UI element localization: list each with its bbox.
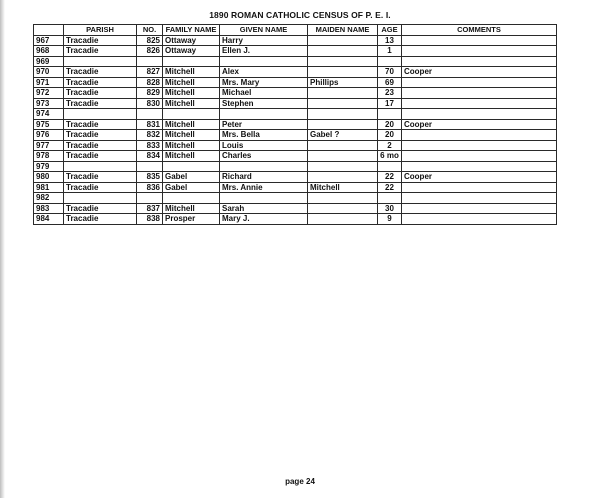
cell-age: 70	[378, 67, 402, 78]
cell-given-name	[220, 56, 308, 67]
cell-maiden-name	[308, 203, 378, 214]
cell-household-number: 829	[137, 88, 163, 99]
cell-family-name: Ottaway	[163, 46, 220, 57]
cell-line-number: 980	[34, 172, 64, 183]
cell-age: 22	[378, 182, 402, 193]
cell-age: 1	[378, 46, 402, 57]
cell-given-name: Peter	[220, 119, 308, 130]
cell-given-name: Sarah	[220, 203, 308, 214]
cell-maiden-name	[308, 119, 378, 130]
table-row	[34, 203, 557, 214]
cell-line-number: 978	[34, 151, 64, 162]
cell-given-name: Louis	[220, 140, 308, 151]
table-row	[34, 98, 557, 109]
cell-family-name: Mitchell	[163, 151, 220, 162]
table-row	[34, 35, 557, 46]
header-given-name: GIVEN NAME	[220, 25, 308, 36]
cell-comments	[402, 88, 557, 99]
cell-comments	[402, 140, 557, 151]
cell-given-name: Charles	[220, 151, 308, 162]
header-parish: PARISH	[64, 25, 137, 36]
cell-line-number: 984	[34, 214, 64, 225]
table-row	[34, 140, 557, 151]
cell-parish	[64, 56, 137, 67]
cell-given-name: Harry	[220, 35, 308, 46]
cell-household-number: 838	[137, 214, 163, 225]
cell-age: 20	[378, 119, 402, 130]
cell-household-number	[137, 109, 163, 120]
cell-maiden-name: Phillips	[308, 77, 378, 88]
cell-household-number: 837	[137, 203, 163, 214]
cell-parish: Tracadie	[64, 88, 137, 99]
cell-comments	[402, 98, 557, 109]
header-age: AGE	[378, 25, 402, 36]
cell-household-number: 825	[137, 35, 163, 46]
cell-household-number: 833	[137, 140, 163, 151]
cell-parish: Tracadie	[64, 203, 137, 214]
cell-line-number: 973	[34, 98, 64, 109]
cell-maiden-name: Gabel ?	[308, 130, 378, 141]
cell-parish: Tracadie	[64, 77, 137, 88]
cell-family-name: Mitchell	[163, 77, 220, 88]
cell-given-name	[220, 193, 308, 204]
table-row	[34, 151, 557, 162]
cell-household-number: 831	[137, 119, 163, 130]
cell-maiden-name	[308, 56, 378, 67]
cell-age: 13	[378, 35, 402, 46]
cell-comments	[402, 35, 557, 46]
table-row	[34, 119, 557, 130]
cell-family-name: Mitchell	[163, 203, 220, 214]
cell-family-name: Prosper	[163, 214, 220, 225]
header-row	[34, 25, 557, 36]
cell-household-number: 832	[137, 130, 163, 141]
cell-line-number: 967	[34, 35, 64, 46]
census-body	[34, 35, 557, 224]
cell-household-number: 826	[137, 46, 163, 57]
cell-given-name: Stephen	[220, 98, 308, 109]
cell-maiden-name	[308, 88, 378, 99]
cell-maiden-name	[308, 46, 378, 57]
cell-comments	[402, 203, 557, 214]
table-row	[34, 182, 557, 193]
cell-family-name: Mitchell	[163, 88, 220, 99]
cell-parish: Tracadie	[64, 182, 137, 193]
table-row	[34, 56, 557, 67]
cell-family-name	[163, 161, 220, 172]
cell-parish: Tracadie	[64, 172, 137, 183]
cell-family-name: Mitchell	[163, 67, 220, 78]
table-row	[34, 109, 557, 120]
cell-comments	[402, 161, 557, 172]
cell-given-name	[220, 161, 308, 172]
cell-comments	[402, 109, 557, 120]
cell-line-number: 968	[34, 46, 64, 57]
cell-age: 69	[378, 77, 402, 88]
cell-family-name: Gabel	[163, 172, 220, 183]
cell-maiden-name	[308, 35, 378, 46]
cell-parish: Tracadie	[64, 151, 137, 162]
page-number: page 24	[285, 477, 315, 486]
header-no: NO.	[137, 25, 163, 36]
cell-maiden-name	[308, 161, 378, 172]
table-row	[34, 193, 557, 204]
table-row	[34, 161, 557, 172]
cell-household-number: 830	[137, 98, 163, 109]
table-row	[34, 77, 557, 88]
cell-household-number: 827	[137, 67, 163, 78]
cell-given-name: Michael	[220, 88, 308, 99]
cell-age: 2	[378, 140, 402, 151]
cell-line-number: 974	[34, 109, 64, 120]
cell-comments	[402, 151, 557, 162]
cell-family-name: Gabel	[163, 182, 220, 193]
cell-given-name: Ellen J.	[220, 46, 308, 57]
cell-given-name: Mrs. Annie	[220, 182, 308, 193]
cell-line-number: 975	[34, 119, 64, 130]
cell-parish: Tracadie	[64, 140, 137, 151]
cell-maiden-name	[308, 214, 378, 225]
cell-age: 30	[378, 203, 402, 214]
cell-household-number: 828	[137, 77, 163, 88]
cell-age	[378, 161, 402, 172]
cell-family-name: Mitchell	[163, 130, 220, 141]
census-table	[33, 24, 557, 225]
cell-household-number: 836	[137, 182, 163, 193]
cell-comments	[402, 56, 557, 67]
header-num	[34, 25, 64, 36]
cell-household-number: 835	[137, 172, 163, 183]
cell-family-name: Mitchell	[163, 119, 220, 130]
cell-maiden-name	[308, 193, 378, 204]
cell-household-number: 834	[137, 151, 163, 162]
cell-age: 17	[378, 98, 402, 109]
header-maiden-name: MAIDEN NAME	[308, 25, 378, 36]
cell-comments	[402, 182, 557, 193]
cell-family-name: Mitchell	[163, 140, 220, 151]
cell-family-name: Mitchell	[163, 98, 220, 109]
cell-parish: Tracadie	[64, 119, 137, 130]
cell-comments	[402, 46, 557, 57]
cell-parish	[64, 161, 137, 172]
cell-parish: Tracadie	[64, 35, 137, 46]
cell-age: 20	[378, 130, 402, 141]
cell-maiden-name	[308, 98, 378, 109]
cell-age	[378, 109, 402, 120]
page-edge-shadow	[0, 0, 5, 498]
cell-age	[378, 56, 402, 67]
cell-parish: Tracadie	[64, 46, 137, 57]
cell-line-number: 979	[34, 161, 64, 172]
cell-age	[378, 193, 402, 204]
cell-maiden-name	[308, 67, 378, 78]
cell-given-name: Mary J.	[220, 214, 308, 225]
cell-comments: Cooper	[402, 119, 557, 130]
cell-family-name: Ottaway	[163, 35, 220, 46]
cell-age: 22	[378, 172, 402, 183]
cell-line-number: 981	[34, 182, 64, 193]
table-row	[34, 88, 557, 99]
cell-family-name	[163, 56, 220, 67]
cell-family-name	[163, 193, 220, 204]
cell-maiden-name	[308, 151, 378, 162]
cell-comments	[402, 130, 557, 141]
table-row	[34, 172, 557, 183]
cell-given-name: Mrs. Bella	[220, 130, 308, 141]
cell-comments	[402, 214, 557, 225]
table-row	[34, 46, 557, 57]
cell-parish	[64, 193, 137, 204]
cell-line-number: 970	[34, 67, 64, 78]
header-comments: COMMENTS	[402, 25, 557, 36]
cell-line-number: 969	[34, 56, 64, 67]
cell-parish: Tracadie	[64, 67, 137, 78]
cell-line-number: 982	[34, 193, 64, 204]
cell-age: 23	[378, 88, 402, 99]
cell-age: 6 mo	[378, 151, 402, 162]
cell-given-name: Mrs. Mary	[220, 77, 308, 88]
cell-comments: Cooper	[402, 67, 557, 78]
cell-maiden-name	[308, 172, 378, 183]
cell-line-number: 983	[34, 203, 64, 214]
cell-parish: Tracadie	[64, 98, 137, 109]
cell-line-number: 972	[34, 88, 64, 99]
cell-line-number: 976	[34, 130, 64, 141]
cell-maiden-name	[308, 140, 378, 151]
header-family-name: FAMILY NAME	[163, 25, 220, 36]
cell-line-number: 977	[34, 140, 64, 151]
cell-parish: Tracadie	[64, 214, 137, 225]
cell-line-number: 971	[34, 77, 64, 88]
cell-given-name: Richard	[220, 172, 308, 183]
cell-comments: Cooper	[402, 172, 557, 183]
cell-family-name	[163, 109, 220, 120]
cell-maiden-name	[308, 109, 378, 120]
cell-given-name	[220, 109, 308, 120]
cell-household-number	[137, 193, 163, 204]
table-row	[34, 130, 557, 141]
cell-parish	[64, 109, 137, 120]
table-row	[34, 214, 557, 225]
cell-maiden-name: Mitchell	[308, 182, 378, 193]
table-row	[34, 67, 557, 78]
cell-given-name: Alex	[220, 67, 308, 78]
cell-household-number	[137, 161, 163, 172]
cell-age: 9	[378, 214, 402, 225]
page-title: 1890 ROMAN CATHOLIC CENSUS OF P. E. I.	[209, 10, 391, 20]
cell-parish: Tracadie	[64, 130, 137, 141]
cell-comments	[402, 77, 557, 88]
cell-comments	[402, 193, 557, 204]
cell-household-number	[137, 56, 163, 67]
